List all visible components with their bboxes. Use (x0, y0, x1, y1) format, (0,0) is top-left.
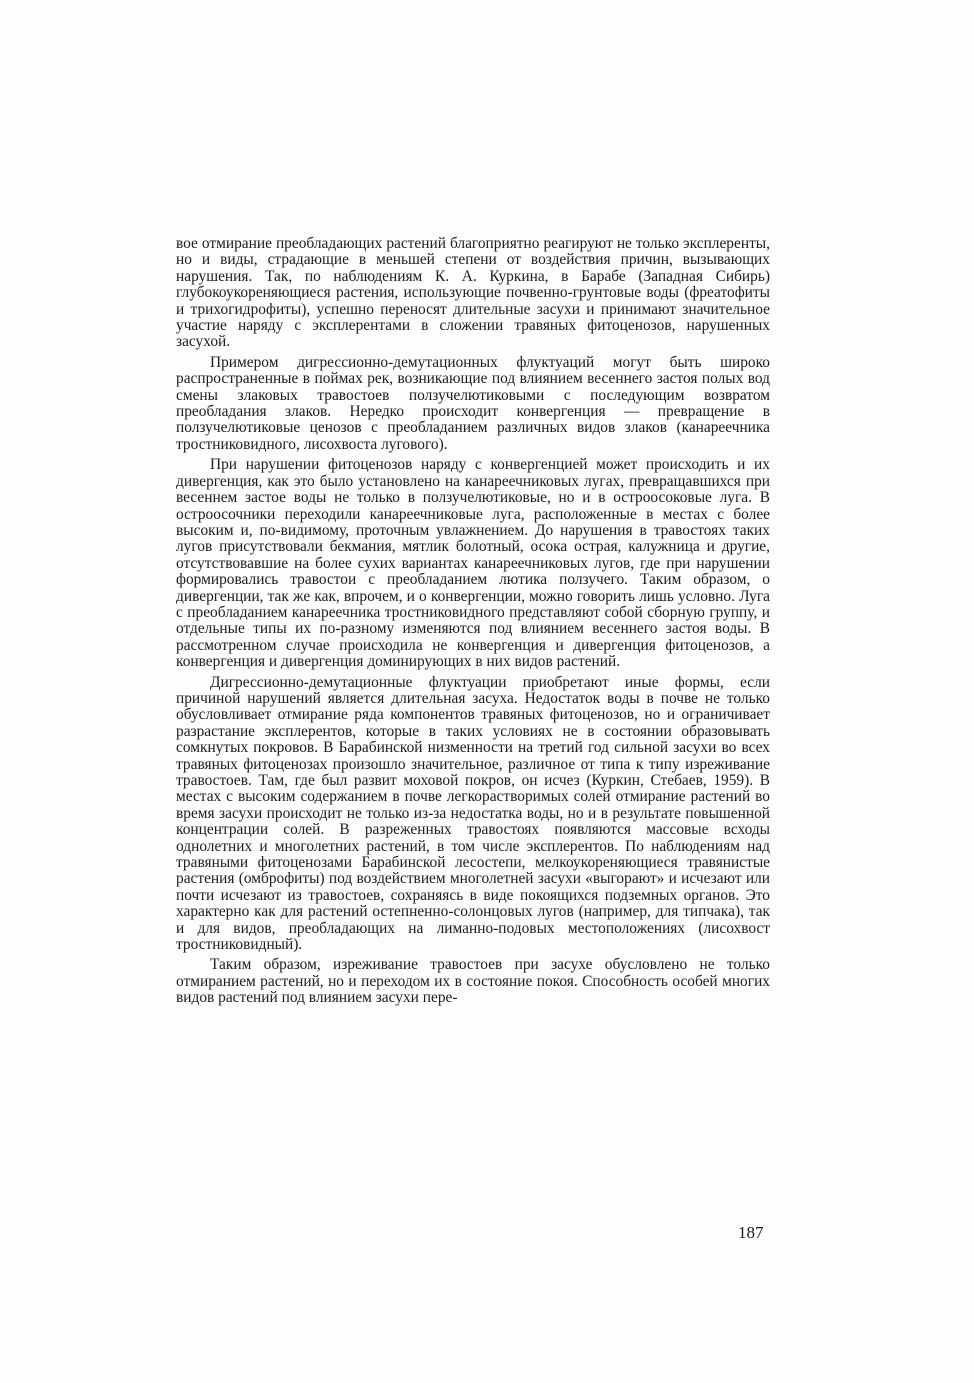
paragraph: Таким образом, изреживание травостоев при засухе обусловлено не только отмиранием растений, но и переходом их в состояние покоя. Способность особей многих видов растений под влиянием засухи пере- (176, 956, 770, 1007)
paragraph: Примером дигрессионно-демутационных флуктуаций могут быть широко распространенные в поймах рек, возникающие под влиянием весеннего застоя полых вод смены злаковых травостоев ползучелютиковыми с последующим возвратом преобладания злаков. Нередко происходит конвергенция — превращение в ползучелютиковые ценозов с преобладанием различных видов злаков (канареечника тростниковидного, лисохвоста лугового). (176, 353, 770, 453)
paragraph: Дигрессионно-демутационные флуктуации приобретают иные формы, если причиной нарушений является длительная засуха. Недостаток воды в почве не только обусловливает отмирание ряда компонентов травяных фитоценозов, но и ограничивает разрастание эксплерентов, которые в таких условиях не в состоянии образовывать сомкнутых покровов. В Барабинской низменности на третий год сильной засухи во всех травяных фитоценозах произошло значительное, различное от типа к типу изреживание травостоев. Там, где был развит моховой покров, он исчез (Куркин, Стебаев, 1959). В местах с высоким содержанием в почве легкорастворимых солей отмирание растений во время засухи происходит не только из-за недостатка воды, но и в результате повышенной концентрации солей. В разреженных травостоях появляются массовые всходы однолетних и многолетних растений, в том числе эксплерентов. По наблюдениям над травяными фитоценозами Барабинской лесостепи, мелкоукореняющиеся травянистые растения (омброфиты) под воздействием многолетней засухи «выгорают» и исчезают или почти исчезают из травостоев, сохраняясь в виде покоящихся подземных органов. Это характерно как для растений остепненно-солонцовых лугов (например, для типчака), так и для видов, преобладающих на лиманно-подовых местоположениях (лисохвост тростниковидный). (176, 673, 770, 954)
page-number: 187 (738, 1223, 764, 1242)
paragraph-continuation: вое отмирание преобладающих растений благоприятно реагируют не только эксплеренты, но и виды, страдающие в меньшей степени от воздействия причин, вызывающих нарушения. Так, по наблюдениям К. А. Куркина, в Барабе (Западная Сибирь) глубокоукореняющиеся растения, использующие почвенно-грунтовые воды (фреатофиты и трихогидрофиты), успешно переносят длительные засухи и принимают значительное участие наряду с эксплерентами в сложении травяных фитоценозов, нарушенных засухой. (176, 235, 770, 351)
paragraph: При нарушении фитоценозов наряду с конвергенцией может происходить и их дивергенция, как это было установлено на канареечниковых лугах, превращавшихся при весеннем застое воды не только в ползучелютиковые, но и в остроосоковые луга. В остроосочники переходили канареечниковые луга, расположенные в местах с более высоким и, по-видимому, проточным увлажнением. До нарушения в травостоях таких лугов присутствовали бекмания, мятлик болотный, осока острая, калужница и другие, отсутствовавшие на более сухих вариантах канареечниковых лугов, где при нарушении формировались травостои с преобладанием лютика ползучего. Таким образом, о дивергенции, так же как, впрочем, и о конвергенции, можно говорить лишь условно. Луга с преобладанием канареечника тростниковидного представляют собой сборную группу, и отдельные типы их по-разному изменяются под влиянием весеннего застоя воды. В рассмотренном случае происходила не конвергенция и дивергенция фитоценозов, а конвергенция и дивергенция доминирующих в них видов растений. (176, 456, 770, 671)
body-text (176, 236, 770, 1007)
